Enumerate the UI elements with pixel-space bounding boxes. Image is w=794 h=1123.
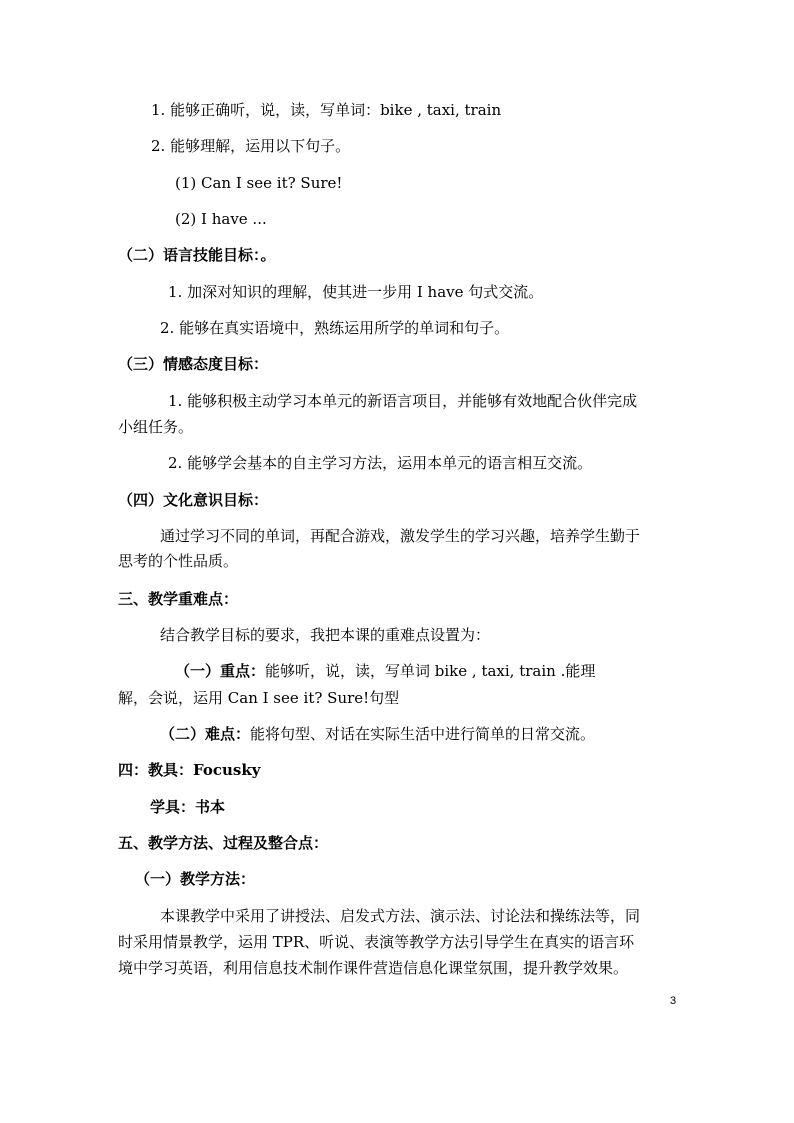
emotion-1-line1: 1. 能够积极主动学习本单元的新语言项目，并能够有效地配合伙伴完成 bbox=[168, 392, 638, 410]
skill-2: 2. 能够在真实语境中，熟练运用所学的单词和句子。 bbox=[160, 319, 510, 337]
page-number: 3 bbox=[670, 995, 677, 1007]
student-aids: 学具：书本 bbox=[150, 798, 226, 816]
heading-teaching-methods: （一）教学方法： bbox=[135, 870, 256, 888]
heading-emotion: （三）情感态度目标： bbox=[118, 355, 269, 373]
heading-methods: 五、教学方法、过程及整合点： bbox=[118, 834, 329, 852]
objective-2: 2. 能够理解，运用以下句子。 bbox=[151, 137, 351, 155]
methods-line1: 本课教学中采用了讲授法、启发式方法、演示法、讨论法和操练法等，同 bbox=[160, 907, 641, 925]
culture-line1: 通过学习不同的单词，再配合游戏，激发学生的学习兴趣，培养学生勤于 bbox=[160, 527, 641, 545]
heading-culture: （四）文化意识目标： bbox=[118, 491, 269, 509]
objective-1: 1. 能够正确听，说，读，写单词：bike , taxi, train bbox=[151, 101, 502, 119]
culture-line2: 思考的个性品质。 bbox=[118, 552, 239, 570]
key-point-1-line1 bbox=[175, 661, 595, 681]
key-point-1-line2: 解，会说，运用 Can I see it? Sure!句型 bbox=[118, 689, 400, 707]
heading-key-points: 三、教学重难点： bbox=[118, 590, 239, 608]
skill-1: 1. 加深对知识的理解，使其进一步用 I have 句式交流。 bbox=[168, 283, 544, 301]
methods-line2: 时采用情景教学，运用 TPR、听说、表演等教学方法引导学生在真实的语言环 bbox=[118, 933, 635, 951]
emotion-2: 2. 能够学会基本的自主学习方法，运用本单元的语言相互交流。 bbox=[168, 454, 593, 472]
key-points-intro: 结合教学目标的要求，我把本课的重难点设置为： bbox=[160, 626, 491, 644]
sentence-2: (2) I have ... bbox=[175, 210, 267, 228]
emotion-1-line2: 小组任务。 bbox=[118, 418, 194, 436]
difficulty-label: （二）难点： bbox=[160, 725, 251, 743]
key-point-label: （一）重点： bbox=[175, 662, 266, 680]
methods-line3: 境中学习英语，利用信息技术制作课件营造信息化课堂氛围，提升教学效果。 bbox=[118, 959, 629, 977]
heading-teaching-aids: 四：教具：Focusky bbox=[118, 761, 261, 779]
difficulty-text: 能将句型、对话在实际生活中进行简单的日常交流。 bbox=[250, 725, 596, 743]
key-point-text: 能够听，说，读，写单词 bike , taxi, train .能理 bbox=[265, 662, 596, 680]
heading-language-skills: （二）语言技能目标：。 bbox=[118, 246, 276, 264]
sentence-1: (1) Can I see it? Sure! bbox=[175, 174, 343, 192]
difficulty-line bbox=[160, 724, 595, 744]
